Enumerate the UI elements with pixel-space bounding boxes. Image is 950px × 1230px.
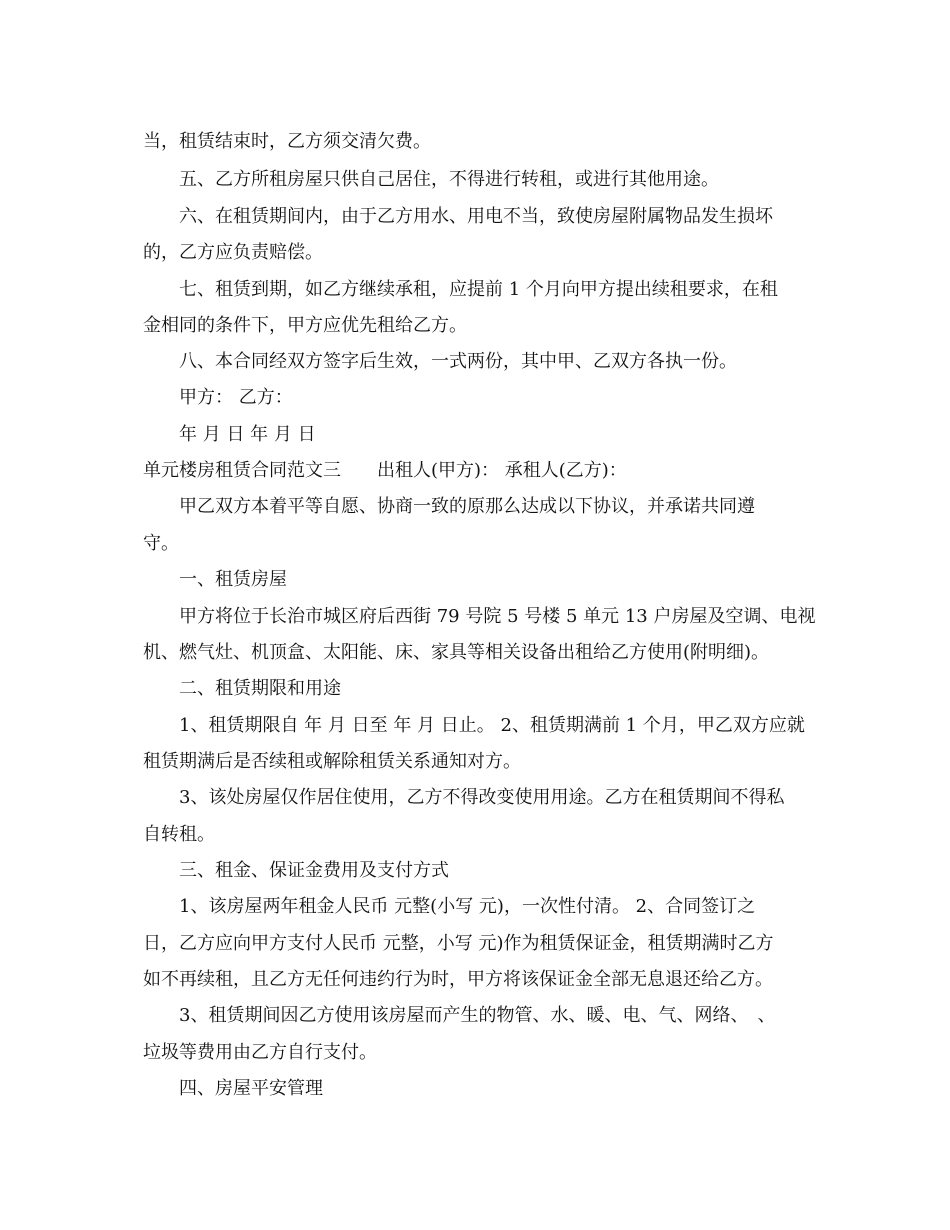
text-line: 3、租赁期间因乙方使用该房屋而产生的物管、水、暖、电、气、网络、 、 — [179, 1005, 776, 1026]
clause-heading: 一、租赁房屋 — [179, 569, 287, 590]
text-line: 甲乙双方本着平等自愿、协商一致的原那么达成以下协议，并承诺共同遵 — [179, 496, 755, 517]
text-line: 3、该处房屋仅作居住使用，乙方不得改变使用用途。乙方在租赁期间不得私 — [179, 787, 785, 808]
text-line: 守。 — [143, 533, 179, 554]
text-line: 的，乙方应负责赔偿。 — [143, 242, 323, 263]
text-line: 八、本合同经双方签字后生效，一式两份，其中甲、乙双方各执一份。 — [179, 351, 737, 372]
text-line: 租赁期满后是否续租或解除租赁关系通知对方。 — [143, 751, 521, 772]
text-line: 六、在租赁期间内，由于乙方用水、用电不当，致使房屋附属物品发生损坏 — [179, 206, 773, 227]
text-line: 金相同的条件下，甲方应优先租给乙方。 — [143, 315, 467, 336]
section-heading: 单元楼房租赁合同范文三 出租人(甲方)： 承租人(乙方)： — [143, 460, 627, 481]
clause-heading: 四、房屋平安管理 — [179, 1078, 323, 1099]
clause-heading: 二、租赁期限和用途 — [179, 678, 341, 699]
text-line: 1、租赁期限自 年 月 日至 年 月 日止。 2、租赁期满前 1 个月，甲乙双方应就 — [179, 715, 805, 736]
date-line: 年 月 日 年 月 日 — [179, 424, 316, 445]
text-line: 机、燃气灶、机顶盒、太阳能、床、家具等相关设备出租给乙方使用(附明细)。 — [143, 642, 770, 663]
text-line: 1、该房屋两年租金人民币 元整(小写 元)，一次性付清。 2、合同签订之 — [179, 896, 756, 917]
text-line: 当，租赁结束时，乙方须交清欠费。 — [143, 131, 431, 152]
text-line: 自转租。 — [143, 824, 215, 845]
text-line: 五、乙方所租房屋只供自己居住，不得进行转租，或进行其他用途。 — [179, 169, 719, 190]
text-line: 七、租赁到期，如乙方继续承租，应提前 1 个月向甲方提出续租要求，在租 — [179, 279, 778, 300]
text-line: 日，乙方应向甲方支付人民币 元整，小写 元)作为租赁保证金，租赁期满时乙方 — [143, 933, 774, 954]
text-line: 垃圾等费用由乙方自行支付。 — [143, 1042, 377, 1063]
text-line: 如不再续租，且乙方无任何违约行为时，甲方将该保证金全部无息退还给乙方。 — [143, 969, 773, 990]
clause-heading: 三、租金、保证金费用及支付方式 — [179, 860, 449, 881]
text-line: 甲方将位于长治市城区府后西街 79 号院 5 号楼 5 单元 13 户房屋及空调、电视 — [179, 606, 816, 627]
signature-line: 甲方： 乙方： — [179, 387, 293, 408]
